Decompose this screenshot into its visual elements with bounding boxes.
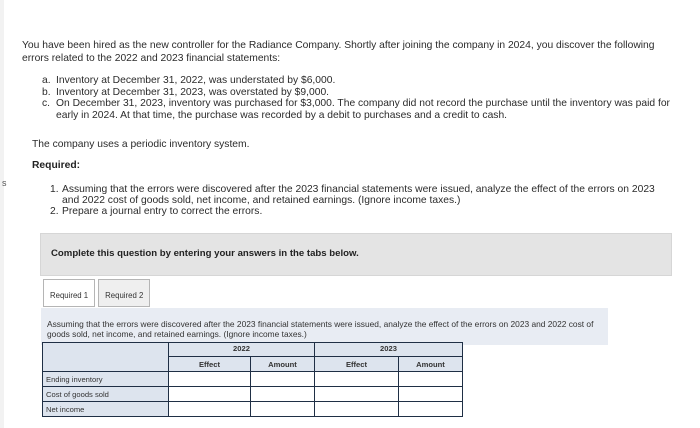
amount-2022-input[interactable] (251, 372, 315, 387)
required-heading: Required: (32, 160, 81, 171)
row-label-ending-inventory: Ending inventory (43, 372, 169, 387)
effect-2022-field[interactable] (169, 402, 250, 416)
error-text: On December 31, 2023, inventory was purchased for $3,000. The company did not record the purchase until the inventory was paid for early in 2024. At that time, the purchase was recorded by a debit to purchases and a credit to cash. (56, 98, 670, 121)
error-item-c (42, 98, 682, 121)
amount-2022-field[interactable] (251, 372, 314, 386)
year-label: 2022 (233, 344, 250, 353)
left-edge-strip (0, 0, 4, 428)
effect-2022-field[interactable] (169, 372, 250, 386)
error-text: Inventory at December 31, 2022, was understated by $6,000. (56, 75, 336, 86)
effect-2022-field[interactable] (169, 387, 250, 401)
amount-2023-field[interactable] (399, 372, 462, 386)
effect-2022-input[interactable] (169, 402, 251, 417)
amount-2023-input[interactable] (399, 402, 463, 417)
requirement-marker: 2. (50, 206, 59, 217)
column-header-effect: Effect (315, 357, 399, 372)
inventory-system-note: The company uses a periodic inventory system. (32, 139, 250, 150)
requirement-text: Assuming that the errors were discovered after the 2023 financial statements were issued, analyze the effect of the errors on 2023 and 2022 cost of goods sold, net income, and retained earnings. (Ignore income taxes.) (62, 184, 655, 206)
error-item-a (42, 75, 682, 87)
year-label: 2023 (380, 344, 397, 353)
tab-bar (43, 279, 153, 307)
column-header-effect: Effect (169, 357, 251, 372)
effect-2022-input[interactable] (169, 372, 251, 387)
effect-2023-input[interactable] (315, 402, 399, 417)
requirement-text: Prepare a journal entry to correct the errors. (62, 206, 263, 217)
year-header-2023 (315, 343, 463, 357)
table-row (43, 387, 463, 402)
column-header-amount: Amount (251, 357, 315, 372)
requirement-item-2 (50, 206, 670, 217)
error-item-b (42, 87, 682, 99)
error-marker: b. (42, 86, 51, 98)
amount-2022-field[interactable] (251, 402, 314, 416)
amount-2022-input[interactable] (251, 387, 315, 402)
effect-2023-input[interactable] (315, 372, 399, 387)
instruction-banner (40, 233, 672, 276)
amount-2023-field[interactable] (399, 387, 462, 401)
problem-intro: You have been hired as the new controller for the Radiance Company. Shortly after joining the company in 2024, you discover the following errors related to the 2022 and 2023 financial statements: (22, 40, 655, 64)
row-label-cost-of-goods-sold: Cost of goods sold (43, 387, 169, 402)
year-header-2022 (169, 343, 315, 357)
table-year-header-row (43, 343, 463, 357)
requirement-marker: 1. (50, 184, 59, 195)
effect-2023-field[interactable] (315, 402, 398, 416)
amount-2023-input[interactable] (399, 372, 463, 387)
question-banner (41, 308, 608, 345)
amount-2023-field[interactable] (399, 402, 462, 416)
amount-2023-input[interactable] (399, 387, 463, 402)
answer-table (42, 342, 463, 417)
amount-2022-field[interactable] (251, 387, 314, 401)
requirement-item-1 (50, 184, 670, 206)
effect-2022-input[interactable] (169, 387, 251, 402)
tab-required-2[interactable]: Required 2 (98, 279, 150, 307)
effect-2023-input[interactable] (315, 387, 399, 402)
error-marker: a. (42, 75, 51, 86)
errors-list (42, 75, 682, 121)
question-text: Assuming that the errors were discovered after the 2023 financial statements were issued, analyze the effect of the errors on 2023 and 2022 cost of goods sold, net income, and retained earnings. (Ignore income taxes.) (47, 319, 594, 339)
effect-2023-field[interactable] (315, 372, 398, 386)
table-row (43, 372, 463, 387)
edge-text-fragment: s (2, 178, 7, 188)
row-label-net-income: Net income (43, 402, 169, 417)
error-marker: c. (42, 98, 51, 109)
column-header-amount: Amount (399, 357, 463, 372)
effect-2023-field[interactable] (315, 387, 398, 401)
error-text: Inventory at December 31, 2023, was overstated by $9,000. (56, 86, 330, 98)
amount-2022-input[interactable] (251, 402, 315, 417)
requirements-list (50, 184, 670, 217)
table-corner-cell (43, 343, 169, 372)
instruction-text: Complete this question by entering your answers in the tabs below. (51, 248, 359, 259)
table-row (43, 402, 463, 417)
tab-required-1[interactable]: Required 1 (43, 279, 95, 307)
